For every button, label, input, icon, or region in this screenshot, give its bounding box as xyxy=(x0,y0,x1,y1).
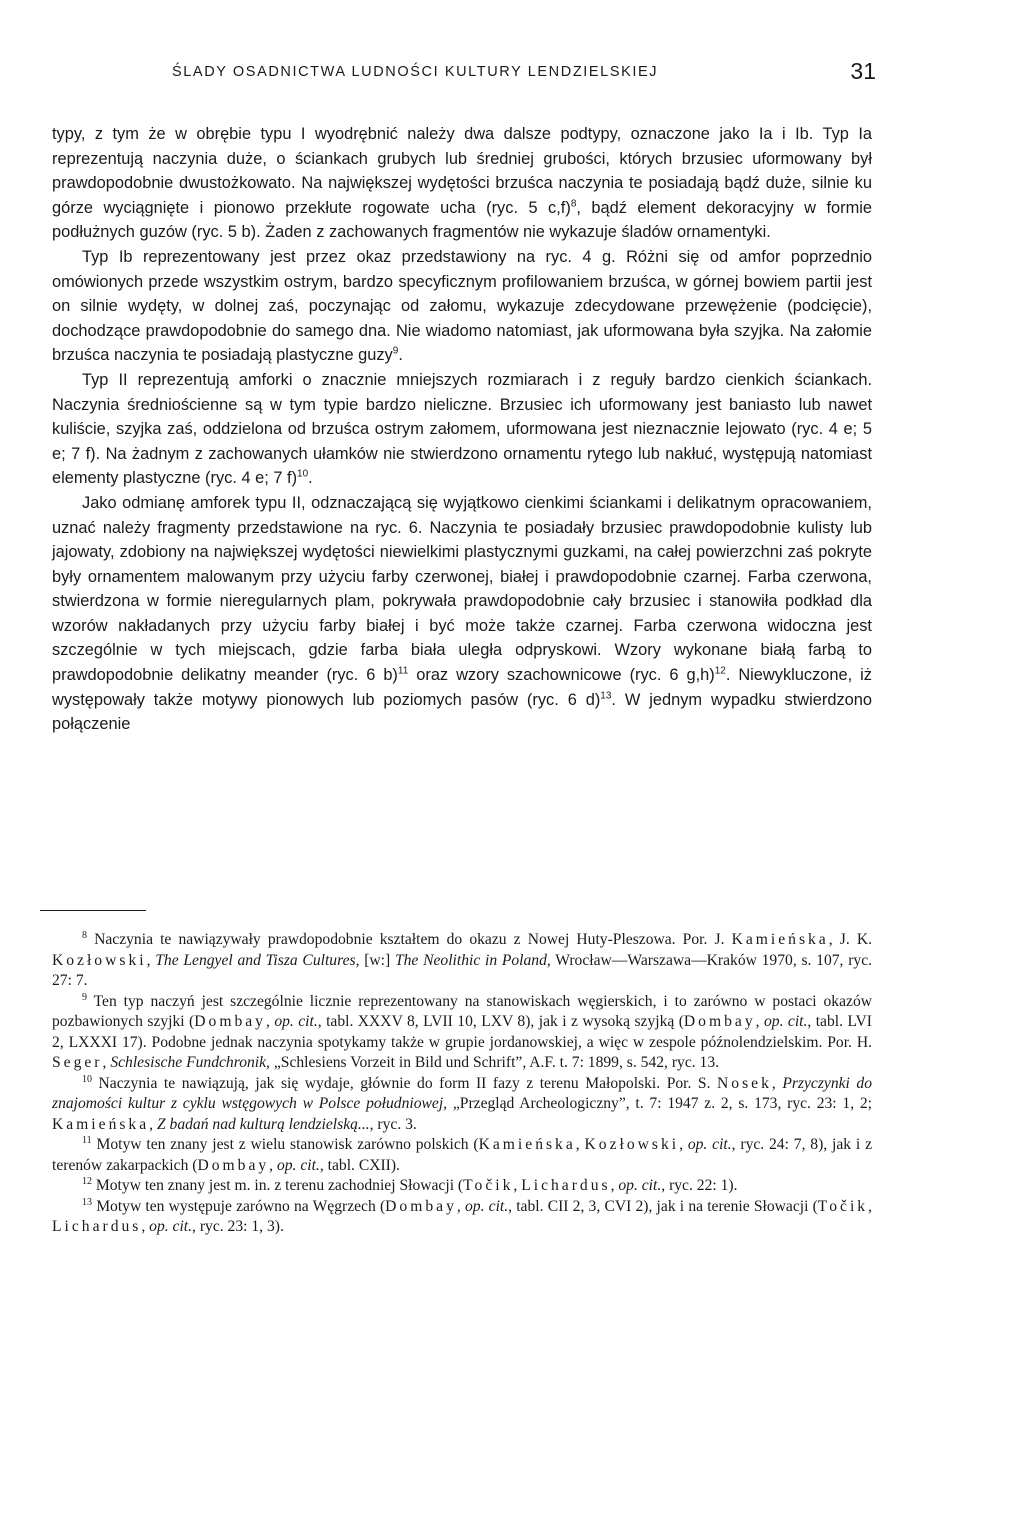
text: [w:] xyxy=(359,951,395,969)
text: , ryc. 22: 1). xyxy=(661,1177,738,1194)
work-title: Schlesische Fundchronik, xyxy=(110,1054,270,1071)
author-name: Lichardus xyxy=(52,1218,142,1235)
text: Motyw ten występuje zarówno na Węgrzech ( xyxy=(92,1197,386,1215)
author-name: Nosek xyxy=(717,1074,772,1092)
text: , xyxy=(149,1115,157,1133)
text: . Niewykluczone, iż występowały także motywy pionowych lub poziomych pasów (ryc. 6 d) xyxy=(52,666,872,709)
text: Ten typ naczyń jest szczególnie licznie reprezentowany na stanowiskach węgierskich, i to zarówno w postaci okazów pozbawionych szyjki ( xyxy=(52,992,872,1030)
work-title: Przyczynki do znajomości kultur z cyklu wstęgowych w Polsce południowej, xyxy=(52,1074,872,1112)
text: , xyxy=(102,1054,111,1071)
author-name: Kamieńska xyxy=(731,931,829,948)
text: , ryc. 3. xyxy=(369,1115,417,1133)
author-name: Dombay xyxy=(683,1013,756,1030)
text: , xyxy=(456,1197,465,1215)
text: Jako odmianę amforek typu II, odznaczającą się wyjątkowo cienkimi ściankami i delikatnym opracowaniem, uznać należy fragmenty przedstawione na ryc. 6. Naczynia te posiadały brzusiec prawdopodobnie kulisty lub jajowaty, zdobiony na największej wydętości niewielkimi plastycznymi guzkami, na całej powierzchni zaś pokryte były ornamentem malowanym przy użyciu farby czerwonej, białej i prawdopodobnie czarnej. Farba czerwona, stwierdzona w formie nieregularnych plam, pokrywała prawdopodobnie cały brzusiec i stanowiła podkład dla wzorów nakładanych przy użyciu farby białej i być może także czarnej. Farba czerwona widoczna jest szczególnie w tych miejscach, gdzie farba biała uległa odpryskowi. Wzory wykonane białą farbą to prawdopodobnie delikatny meander (ryc. 6 b) xyxy=(52,493,872,685)
text: Typ II reprezentują amforki o znacznie mniejszych rozmiarach i z reguły bardzo cienkich ściankach. Naczynia średniościenne są w tym typie bardzo nieliczne. Brzusiec ich uformowany jest baniasto lub nawet kuliście, szyjka zaś, oddzielona od brzuśca ostrym załomem, uformowana jest nieznacznie lejowato (ryc. 4 e; 5 e; 7 f). Na żadnym z zachowanych ułamków nie stwierdzono ornamentu rytego lub nakłuć, występują natomiast elementy plastyczne (ryc. 4 e; 7 f) xyxy=(52,370,872,488)
footnote-ref-11: 11 xyxy=(397,665,409,677)
paragraph-4 xyxy=(52,491,872,737)
author-name: Dombay xyxy=(197,1156,270,1174)
text: . xyxy=(398,346,403,365)
footnote-ref-12: 12 xyxy=(714,665,726,677)
text: Typ Ib reprezentowany jest przez okaz przedstawiony na ryc. 4 g. Różni się od amfor poprzednio omówionych przede wszystkim ostrym, bardzo specyficznym profilowaniem brzuśca, w górnej bowiem partii jest on silnie wydęty, w dolnej zaś, poczynając od załomu, wykazuje zdecydowane przewężenie (podcięcie), dochodzące prawdopodobnie do samego dna. Nie wiadomo natomiast, jak uformowana była szyjka. Na załomie brzuśca naczynia te posiadają plastyczne guzy xyxy=(52,247,872,365)
work-title: Z badań nad kulturą lendzielską... xyxy=(156,1115,370,1133)
text: , xyxy=(141,1218,150,1235)
footnote-ref-10: 10 xyxy=(297,468,309,480)
paragraph-3 xyxy=(52,368,872,491)
footnote-number: 12 xyxy=(82,1175,92,1187)
text: , tabl. CXII). xyxy=(319,1156,400,1174)
text: „Schlesiens Vorzeit in Bild und Schrift”, A.F. t. 7: 1899, s. 542, ryc. 13. xyxy=(269,1054,720,1071)
text: , J. K. xyxy=(828,931,872,948)
citation-abbrev: op. cit. xyxy=(763,1013,808,1030)
author-name: Točik xyxy=(463,1177,514,1194)
body-text xyxy=(52,122,872,737)
text: Naczynia te nawiązywały prawdopodobnie kształtem do okazu z Nowej Huty-Pleszowa. Por. J. xyxy=(87,931,732,948)
footnote-number: 9 xyxy=(82,991,87,1003)
citation-abbrev: op. cit. xyxy=(464,1197,509,1215)
text: , ryc. 24: 7, 8), jak i z terenów zakarpackich ( xyxy=(52,1136,872,1174)
running-head: ŚLADY OSADNICTWA LUDNOŚCI KULTURY LENDZIELSKIEJ xyxy=(172,64,659,80)
text: , xyxy=(771,1074,783,1092)
text: Wrocław—Warszawa—Kraków 1970, s. 107, ryc. 27: 7. xyxy=(52,951,873,989)
paragraph-1 xyxy=(52,122,872,245)
work-title: The Neolithic in Poland, xyxy=(394,951,551,969)
text: , xyxy=(265,1013,275,1030)
paragraph-2 xyxy=(52,245,872,368)
footnote-separator xyxy=(40,910,146,911)
text: , xyxy=(610,1177,619,1194)
text: oraz wzory szachownicowe (ryc. 6 g,h) xyxy=(408,666,715,685)
footnote-9 xyxy=(52,992,872,1074)
author-name: Kozłowski xyxy=(52,951,147,969)
citation-abbrev: op. cit. xyxy=(618,1177,662,1194)
text: , xyxy=(513,1177,522,1194)
text: , xyxy=(575,1136,585,1153)
citation-abbrev: op. cit. xyxy=(274,1013,318,1030)
text: , xyxy=(868,1197,872,1215)
footnote-12 xyxy=(52,1176,872,1197)
footnote-number: 11 xyxy=(82,1134,92,1146)
text: , xyxy=(146,951,156,969)
text: , tabl. CII 2, 3, CVI 2), jak i na terenie Słowacji ( xyxy=(508,1197,818,1215)
author-name: Seger xyxy=(52,1054,103,1071)
text: . W jednym wypadku stwierdzono połączenie xyxy=(52,690,872,734)
text: Naczynia te nawiązują, jak się wydaje, głównie do form II fazy z terenu Małopolski. Por. S. xyxy=(92,1074,718,1092)
text: , tabl. LVI 2, LXXXI 17). Podobne jednak naczynia spotykamy także w grupie jordanowskiej, a więc w zespole późnolendzielskim. Por. H. xyxy=(52,1013,872,1051)
author-name: Lichardus xyxy=(521,1177,611,1194)
text: , tabl. XXXV 8, LVII 10, LXV 8), jak i z wysoką szyjką ( xyxy=(317,1013,684,1030)
author-name: Točik xyxy=(817,1197,869,1215)
text: „Przegląd Archeologiczny”, t. 7: 1947 z. 2, s. 173, ryc. 23: 1, 2; xyxy=(447,1095,872,1112)
author-name: Kozłowski xyxy=(584,1136,680,1153)
footnote-number: 10 xyxy=(82,1073,92,1085)
text: , bądź element dekoracyjny w formie podłużnych guzów (ryc. 5 b). Żaden z zachowanych fragmentów nie wykazuje śladów ornamentyki. xyxy=(52,198,873,242)
author-name: Dombay xyxy=(194,1013,266,1030)
page-header xyxy=(172,58,876,98)
author-name: Kamieńska xyxy=(478,1136,576,1153)
footnote-10 xyxy=(52,1074,872,1136)
text: Motyw ten znany jest z wielu stanowisk zarówno polskich ( xyxy=(91,1136,479,1153)
citation-abbrev: op. cit. xyxy=(276,1156,320,1174)
citation-abbrev: op. cit. xyxy=(687,1136,732,1153)
text: , ryc. 23: 1, 3). xyxy=(192,1218,284,1235)
footnote-number: 8 xyxy=(82,929,87,941)
text: , xyxy=(679,1136,688,1153)
footnotes xyxy=(52,930,872,1238)
work-title: The Lengyel and Tisza Cultures, xyxy=(155,951,360,969)
footnote-8 xyxy=(52,930,872,992)
author-name: Dombay xyxy=(385,1197,457,1215)
footnote-11 xyxy=(52,1135,872,1176)
text: , xyxy=(755,1013,764,1030)
footnote-ref-9: 9 xyxy=(392,345,399,357)
text: typy, z tym że w obrębie typu I wyodrębnić należy dwa dalsze podtypy, oznaczone jako Ia i Ib. Typ Ia reprezentują naczynia duże, o ściankach grubych lub średniej grubości, których brzusiec uformowany był prawdopodobnie dwustożkowato. Na największej wydętości brzuśca naczynia te posiadają bądź duże, silnie ku górze wyciągnięte i pionowo przekłute rogowate ucha (ryc. 5 c,f) xyxy=(52,125,872,217)
footnote-ref-13: 13 xyxy=(600,690,612,702)
text: , xyxy=(269,1156,277,1174)
footnote-ref-8: 8 xyxy=(570,198,577,210)
citation-abbrev: op. cit. xyxy=(149,1218,193,1235)
footnote-13 xyxy=(52,1197,872,1238)
page-number: 31 xyxy=(850,58,876,84)
text: . xyxy=(308,469,313,488)
footnote-number: 13 xyxy=(82,1196,92,1208)
author-name: Kamieńska xyxy=(52,1115,150,1133)
text: Motyw ten znany jest m. in. z terenu zachodniej Słowacji ( xyxy=(92,1177,464,1194)
